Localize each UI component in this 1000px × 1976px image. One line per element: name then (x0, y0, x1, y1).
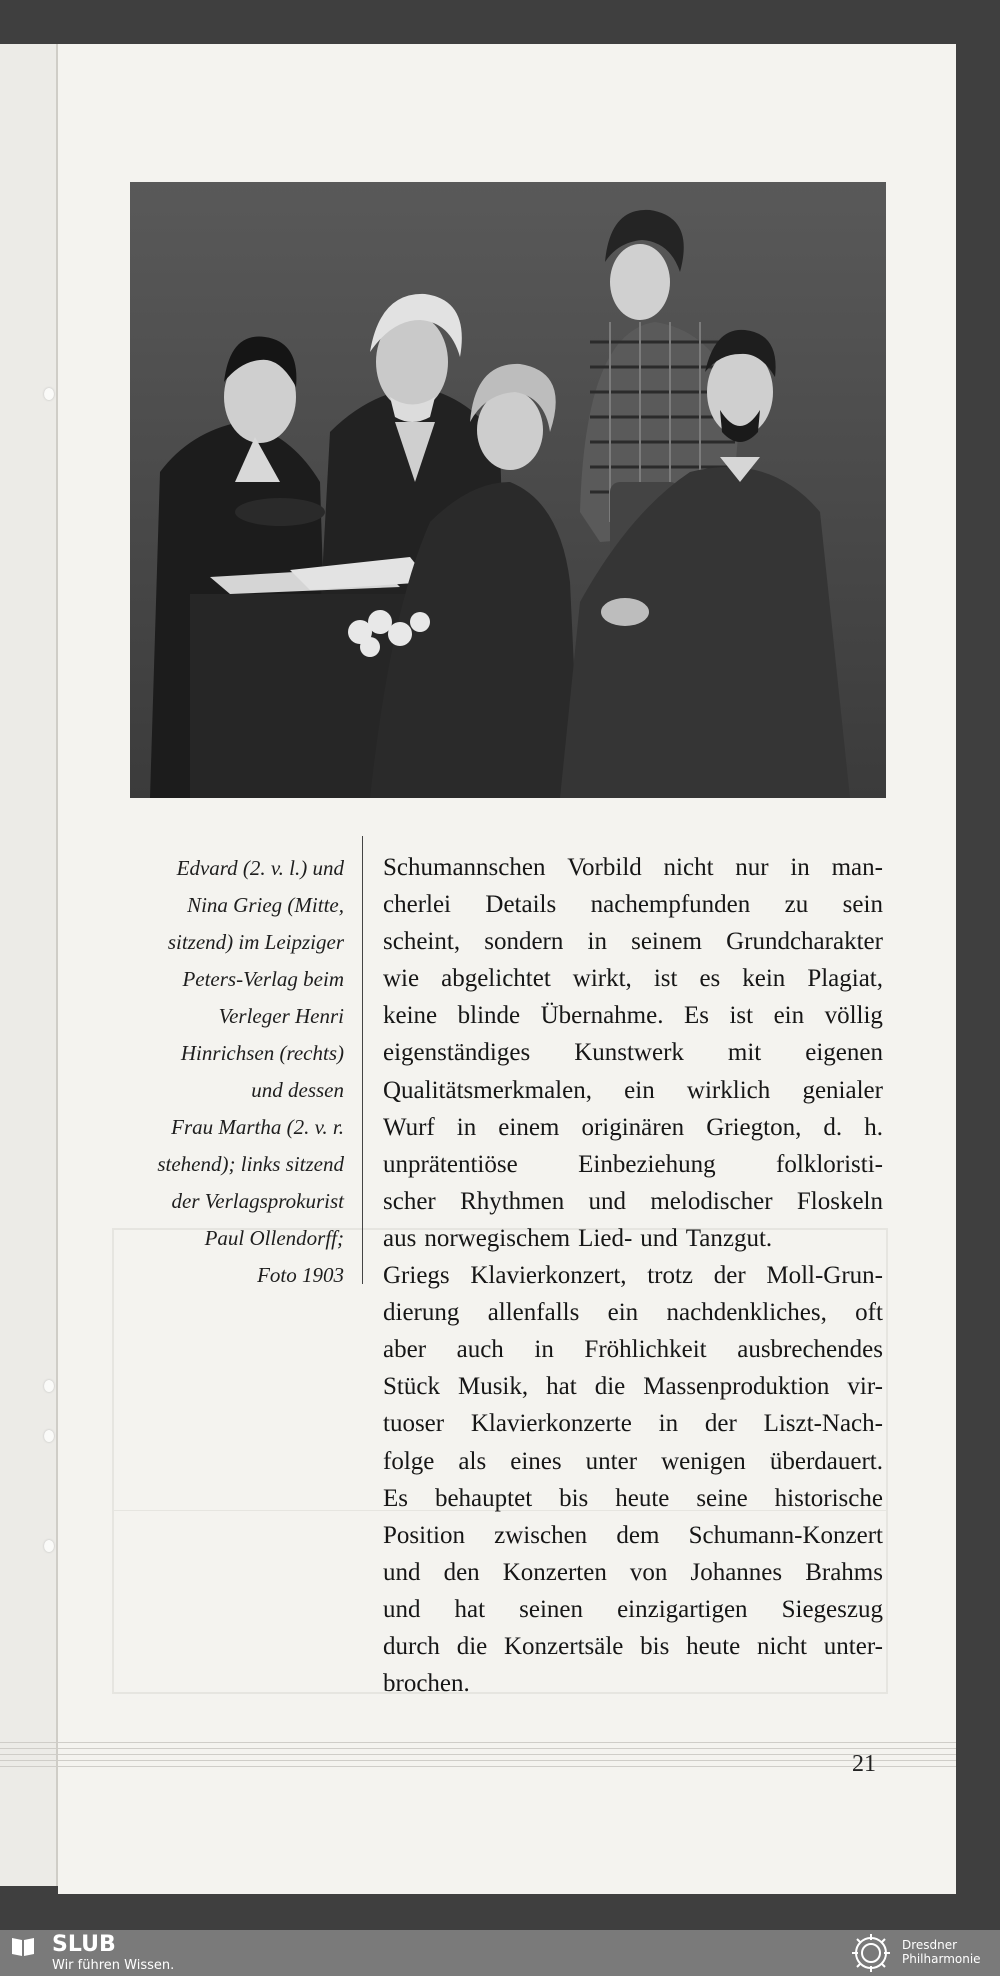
body-line: Wurf in einem originären Griegton, d. h. (383, 1113, 883, 1141)
footer-bar (0, 1930, 1000, 1976)
body-line: scheint, sondern in seinem Grundcharakter (383, 928, 883, 956)
historical-photo (130, 182, 886, 798)
body-line: durch die Konzertsäle bis heute nicht unter- (383, 1632, 883, 1660)
caption-line: Paul Ollendorff; (204, 1226, 344, 1250)
photo-caption (112, 850, 344, 1294)
body-line: Schumannschen Vorbild nicht nur in man- (383, 854, 883, 881)
body-line: wie abgelichtet wirkt, ist es kein Plagiat, (383, 965, 883, 993)
caption-line: und dessen (251, 1078, 344, 1102)
caption-line: der Verlagsprokurist (171, 1189, 344, 1213)
body-line: unprätentiöse Einbeziehung folkloristi- (383, 1150, 883, 1178)
caption-divider (362, 836, 363, 1284)
body-line: scher Rhythmen und melodischer Floskeln (383, 1187, 883, 1215)
binding-hole (44, 1540, 54, 1552)
body-line: aus norwegischem Lied- und Tanzgut. (383, 1224, 773, 1252)
body-line: Position zwischen dem Schumann-Konzert (383, 1521, 883, 1549)
body-line: und den Konzerten von Johannes Brahms (383, 1558, 883, 1586)
caption-line: Edvard (2. v. l.) und (176, 856, 344, 880)
caption-line: Frau Martha (2. v. r. (171, 1115, 344, 1139)
body-line: folge als eines unter wenigen überdauert. (383, 1447, 883, 1475)
left-page-edge (0, 44, 58, 1886)
caption-line: Peters-Verlag beim (182, 967, 344, 991)
dresdner-philharmonie-logo-icon (846, 1934, 896, 1972)
binding-hole (44, 388, 54, 400)
binding-hole (44, 1380, 54, 1392)
caption-line: sitzend) im Leipziger (167, 930, 344, 954)
body-line: Es behauptet bis heute seine historische (383, 1484, 883, 1512)
body-line: aber auch in Fröhlichkeit ausbrechendes (383, 1336, 883, 1364)
decorative-staff-lines (0, 1742, 956, 1772)
body-line: brochen. (383, 1670, 470, 1698)
body-line: und hat seinen einzigartigen Siegeszug (383, 1595, 883, 1623)
body-line: Griegs Klavierkonzert, trotz der Moll-Grun- (383, 1262, 883, 1290)
slub-name: SLUB (52, 1932, 116, 1957)
body-line: tuoser Klavierkonzerte in der Liszt-Nach- (383, 1410, 883, 1438)
body-text (383, 849, 883, 1702)
caption-line: stehend); links sitzend (157, 1152, 344, 1176)
caption-line: Nina Grieg (Mitte, (187, 893, 344, 917)
body-line: keine blinde Übernahme. Es ist ein völlig (383, 1002, 883, 1030)
caption-line: Foto 1903 (257, 1263, 344, 1287)
body-line: Stück Musik, hat die Massenproduktion vir- (383, 1373, 883, 1401)
slub-tagline: Wir führen Wissen. (52, 1958, 175, 1973)
binding-hole (44, 1430, 54, 1442)
caption-line: Hinrichsen (rechts) (180, 1041, 344, 1065)
slub-logo-icon (10, 1936, 36, 1958)
body-line: dierung allenfalls ein nachdenkliches, oft (383, 1299, 883, 1327)
dresdner-philharmonie-name: Dresdner Philharmonie (902, 1938, 981, 1966)
page-number: 21 (852, 1751, 876, 1777)
body-line: cherlei Details nachempfunden zu sein (383, 891, 883, 919)
body-line: eigenständiges Kunstwerk mit eigenen (383, 1039, 883, 1067)
body-line: Qualitätsmerkmalen, ein wirklich genialer (383, 1076, 883, 1104)
caption-line: Verleger Henri (218, 1004, 344, 1028)
